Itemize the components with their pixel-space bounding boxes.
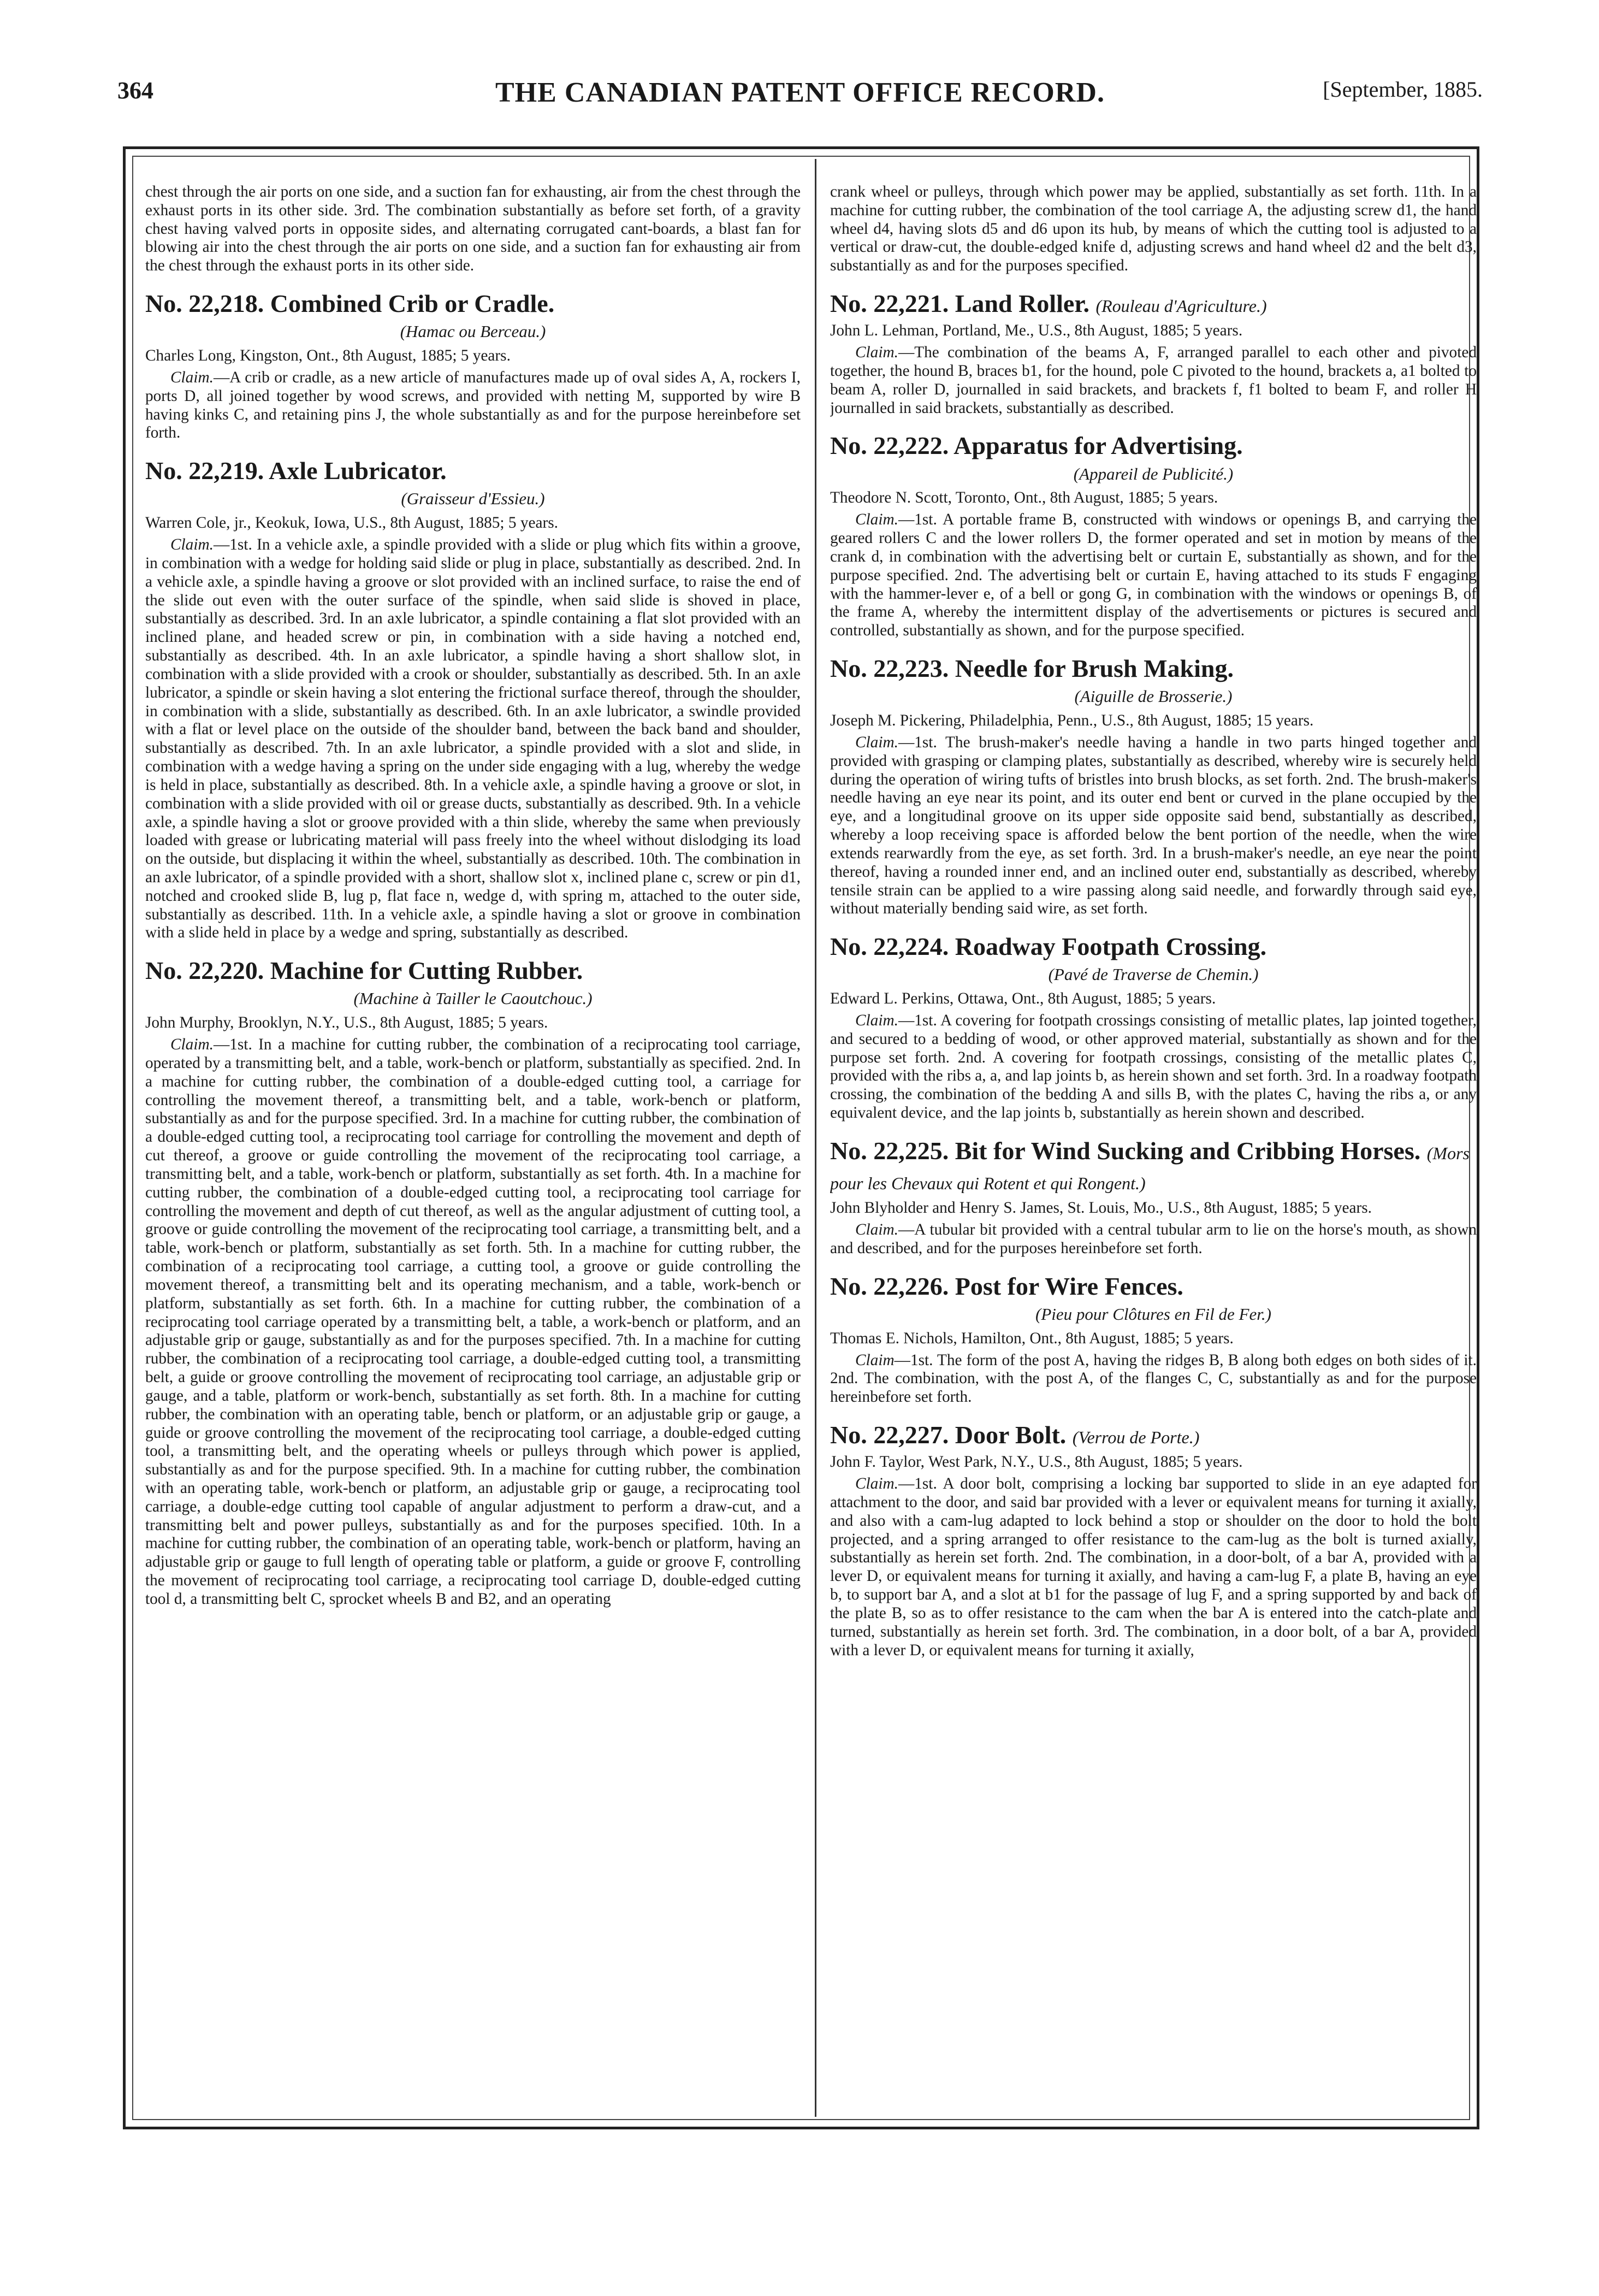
patent-entry bbox=[145, 955, 801, 1608]
inventor-line: Theodore N. Scott, Toronto, Ont., 8th August, 1885; 5 years. bbox=[830, 489, 1218, 507]
patent-title: No. 22,223. Needle for Brush Making. bbox=[830, 654, 1234, 683]
page-frame bbox=[123, 146, 1479, 2129]
claim-body: —1st. A covering for footpath crossings consisting of metallic plates, lap jointed together, and secured to a bedding of wood, or other approved material, substantially as shown and for the purpose set forth. 2nd. A covering for footpath crossings, consisting of the metallic plates C, provided with the ribs a, a, and lap joints b, as herein shown and set forth. 3rd. In a roadway footpath crossing, the combination of the bedding A and sills B, with the plates C, having the ribs a, or any equivalent device, and the lap joints b, substantially as herein shown and described. bbox=[830, 1011, 1477, 1122]
patent-title-text: No. 22,221. Land Roller. bbox=[830, 290, 1089, 318]
claim-text bbox=[830, 511, 1477, 640]
claim-text bbox=[145, 536, 801, 942]
french-title: (Appareil de Publicité.) bbox=[1073, 464, 1234, 483]
french-title: (Pavé de Traverse de Chemin.) bbox=[1048, 965, 1259, 984]
claim-text bbox=[830, 1012, 1477, 1123]
french-title: (Hamac ou Berceau.) bbox=[400, 322, 546, 341]
claim-label: Claim bbox=[855, 1351, 895, 1369]
french-title: (Graisseur d'Essieu.) bbox=[401, 489, 545, 509]
patent-title bbox=[830, 1136, 1477, 1196]
right-column bbox=[830, 183, 1477, 2108]
journal-title: THE CANADIAN PATENT OFFICE RECORD. bbox=[495, 77, 1105, 108]
claim-label: Claim. bbox=[855, 511, 898, 529]
claim-body: —1st. In a vehicle axle, a spindle provided with a slide or plug which fits within a groove, in combination with a wedge for holding said slide or plug in place, substantially as described. 2nd. In a vehicle axle, a spindle having a groove or slot provided with an inclined surface, to raise the end of the slide out even with the outer surface of the spindle, when said slide is shoved in place, substantially as described. 3rd. In an axle lubricator, a spindle containing a flat slot provided with an inclined plane, and headed screw or pin, in combination with a side having a notched end, substantially as described. 4th. In an axle lubricator, a spindle having a short shallow slot, in combination with a slide provided with a crook or shoulder, substantially as described. 5th. In an axle lubricator, a spindle or skein having a slot entering the frictional surface thereof, through the shoulder, in combination with a slide, substantially as described. 6th. In an axle lubricator, a swindle provided with a flat or level place on the outside of the shoulder band, between the back band and shoulder, substantially as described. 7th. In an axle lubricator, a spindle provided with a slot and slide, in combination with a wedge having a spring on the under side engaging with a lug, whereby the wedge is held in place, substantially as described. 8th. In a vehicle axle, a spindle having a groove or slot, in combination with a slide provided with oil or grease ducts, substantially as described. 9th. In a vehicle axle, a spindle having a slot or groove provided with a thin slide, whereby the same when previously loaded with grease or lubricating material will pass freely into the wheel without dislodging its load on the outside, but displacing it within the wheel, substantially as described. 10th. The combination in an axle lubricator, of a spindle provided with a short, shallow slot x, inclined plane c, screw or pin d1, notched and crooked slide B, lug p, flat face n, wedge d, with spring m, attached to the outer side, substantially as described. 11th. In a vehicle axle, a spindle having a slot or groove in combination with a slide held in place by a wedge and spring, substantially as described. bbox=[145, 536, 801, 942]
claim-body: —The combination of the beams A, F, arranged parallel to each other and pivoted together, the hound B, braces b1, for the hound, pole C pivoted to the hound, brackets a, a1 bolted to beam A, roller D, journalled in said brackets, and brackets f, f1 bolted to beam F, and roller H journalled in said brackets, substantially as described. bbox=[830, 344, 1477, 417]
claim-body: —1st. In a machine for cutting rubber, the combination of a reciprocating tool carriage, operated by a transmitting belt, and a table, work-bench or platform, substantially as specified. 2nd. In a machine for cutting rubber, the combination of a double-edged cutting tool, a carriage for controlling the movement thereof, a transmitting belt, and a table, work-bench or platform, substantially as and for the purpose specified. 3rd. In a machine for cutting rubber, the combination of a double-edged cutting tool, a reciprocating tool carriage for controlling the movement and depth of cut thereof, a groove or guide controlling the movement of the reciprocating tool carriage, a transmitting belt, and a table, work-bench or platform, substantially as set forth. 4th. In a machine for cutting rubber, the combination of a double-edged cutting tool, a reciprocating tool carriage for controlling the movement and depth of cut thereof, as well as the angular adjustment of cutting tool, a groove or guide controlling the movement of the reciprocating tool carriage, a transmitting belt, and a table, work-bench or platform, substantially as set forth. 5th. In a machine for cutting rubber, the combination of a reciprocating tool carriage, a cutting tool, a groove or guide controlling the movement thereof, a transmitting belt and its operating mechanism, and a table, work-bench or platform, substantially as set forth. 6th. In a machine for cutting rubber, the combination of a reciprocating tool carriage operated by a transmitting belt, a table, a work-bench or platform, and an adjustable grip or gauge, substantially as and for the purposes specified. 7th. In a machine for cutting rubber, the combination of a reciprocating tool carriage, a double-edged cutting tool, a transmitting belt, a guide or groove controlling the movement of reciprocating tool carriage, an adjustable grip or gauge, and a table, platform or work-bench, substantially as set forth. 8th. In a machine for cutting rubber, the combination with an operating table, bench or platform, or an adjustable grip or gauge, a guide or groove controlling the movement of the reciprocating tool carriage, a double-edged cutting tool, a transmitting belt, and the operating wheels or pulleys through which power is applied, substantially as and for the purpose specified. 9th. In a machine for cutting rubber, the combination with an operating table, work-bench or platform, an adjustable grip or gauge, a reciprocating tool carriage, a double-edge cutting tool capable of angular adjustment to perform a draw-cut, and a transmitting belt and power pulleys, substantially as and for the purposes specified. 10th. In a machine for cutting rubber, the combination of an operating table, work-bench or platform, having an adjustable grip or gauge to full length of operating table or platform, a guide or groove F, controlling the movement of reciprocating tool carriage, a reciprocating tool carriage D, double-edged cutting tool d, a transmitting belt C, sprocket wheels B and B2, and an operating bbox=[145, 1036, 801, 1608]
patent-entry bbox=[830, 288, 1477, 417]
inventor-line: John F. Taylor, West Park, N.Y., U.S., 8th August, 1885; 5 years. bbox=[830, 1453, 1243, 1471]
patent-title: No. 22,224. Roadway Footpath Crossing. bbox=[830, 932, 1267, 961]
french-title: (Rouleau d'Agriculture.) bbox=[1095, 296, 1267, 316]
claim-body: —1st. A portable frame B, constructed with windows or openings B, and carrying the geared rollers C and the lower rollers D, the former operated and set in motion by means of the crank d, in combination with the advertising belt or curtain E, substantially as shown, and for the purpose specified. 2nd. The advertising belt or curtain E, having attached to its studs F engaging with the hammer-lever e, of a bell or gong G, in combination with the windows or openings B, of the frame A, whereby the intermittent display of the advertisements or pictures is secured and controlled, substantially as shown, and for the purpose specified. bbox=[830, 511, 1477, 640]
left-column bbox=[145, 183, 801, 2108]
claim-body: —1st. The brush-maker's needle having a handle in two parts hinged together and provided with grasping or clamping plates, substantially as described, whereby wire is securely held during the operation of wiring tufts of bristles into brush blocks, as set forth. 2nd. The brush-maker's needle having an eye near its point, and its outer end bent or curved in the plane occupied by the eye, and a longitudinal groove on its upper side opposite said bend, substantially as described, whereby a loop receiving space is afforded below the bent portion of the needle, when the wire extends rearwardly from the eye, as set forth. 3rd. In a brush-maker's needle, an eye near the point thereof, having a rounded inner end, and an inclined outer end, substantially as described, whereby tensile strain can be applied to a wire passing along said needle, and forwardly through said eye, without materially bending said wire, as set forth. bbox=[830, 733, 1477, 918]
patent-title: No. 22,219. Axle Lubricator. bbox=[145, 457, 447, 485]
inventor-line: John Murphy, Brooklyn, N.Y., U.S., 8th August, 1885; 5 years. bbox=[145, 1014, 548, 1032]
claim-label: Claim. bbox=[170, 1036, 214, 1054]
patent-title bbox=[830, 288, 1477, 318]
patent-entry bbox=[830, 1136, 1477, 1258]
french-title: (Mors pour les Chevaux qui Rotent et qui Rongent.) bbox=[830, 1143, 1470, 1194]
patent-title: No. 22,222. Apparatus for Advertising. bbox=[830, 432, 1243, 460]
inventor-line: Warren Cole, jr., Keokuk, Iowa, U.S., 8th August, 1885; 5 years. bbox=[145, 514, 558, 532]
page-number: 364 bbox=[117, 77, 153, 104]
inventor-line: John Blyholder and Henry S. James, St. Louis, Mo., U.S., 8th August, 1885; 5 years. bbox=[830, 1199, 1372, 1217]
french-title: (Verrou de Porte.) bbox=[1072, 1427, 1200, 1448]
patent-entry bbox=[830, 1420, 1477, 1660]
claim-body: —1st. The form of the post A, having the ridges B, B along both edges on both sides of it. 2nd. The combination, with the post A, of the flanges C, C, substantially as and for the purpose hereinbefore set forth. bbox=[830, 1351, 1477, 1406]
patent-entry bbox=[830, 1271, 1477, 1407]
inventor-line: Joseph M. Pickering, Philadelphia, Penn., U.S., 8th August, 1885; 15 years. bbox=[830, 712, 1314, 730]
claim-label: Claim. bbox=[855, 344, 898, 362]
frame-inner-border bbox=[132, 156, 1477, 2120]
french-title: (Pieu pour Clôtures en Fil de Fer.) bbox=[1035, 1305, 1271, 1324]
continuation-text: chest through the air ports on one side, and a suction fan for exhausting, air from the chest through the exhaust ports in its other side. 3rd. The combination substantially as before set forth, of a gravity chest having valved ports in opposite sides, and alternating corrugated cant-boards, a blast fan for blowing air into the chest through the air ports on one side, and a suction fan for exhausting air from the chest through the exhaust ports in its other side. bbox=[145, 183, 801, 275]
claim-text bbox=[830, 1351, 1477, 1407]
claim-label: Claim. bbox=[170, 536, 214, 554]
claim-label: Claim. bbox=[855, 733, 898, 751]
patent-title-text: No. 22,225. Bit for Wind Sucking and Cribbing Horses. bbox=[830, 1136, 1421, 1165]
patent-entry bbox=[830, 931, 1477, 1123]
french-title: (Machine à Tailler le Caoutchouc.) bbox=[353, 989, 593, 1008]
claim-body: —1st. A door bolt, comprising a locking bar supported to slide in an eye adapted for attachment to the door, and said bar provided with a lever or equivalent means for turning it axially, and also with a cam-lug adapted to lock behind a stop or shoulder on the door to hold the bolt projected, and a spring arranged to offer resistance to the cam-lug as the bolt is turned axially, substantially as herein set forth. 2nd. The combination, in a door-bolt, of a bar A, provided with a lever D, or equivalent means for turning it axially, and having a cam-lug F, a plate B, having an eye b, to support bar A, and a slot at b1 for the passage of lug F, and a spring supported by and back of the plate B, so as to offer resistance to the cam when the bar A is entered into the catch-plate and turned, substantially as herein set forth. 3rd. The combination, in a door bolt, of a bar A, provided with a lever D, or equivalent means for turning it axially, bbox=[830, 1475, 1477, 1659]
patent-entry bbox=[830, 653, 1477, 918]
patent-entry bbox=[145, 288, 801, 442]
continuation-text: crank wheel or pulleys, through which power may be applied, substantially as set forth. 11th. In a machine for cutting rubber, the combination of the tool carriage A, the adjusting screw d1, the hand wheel d4, having slots d5 and d6 upon its hub, by means of which the cutting tool is adjusted to a vertical or draw-cut, the double-edged knife d, adjusting screws and hand wheel d2 and the belt d3, substantially as and for the purposes specified. bbox=[830, 183, 1477, 275]
claim-label: Claim. bbox=[855, 1475, 898, 1493]
patent-title-text: No. 22,227. Door Bolt. bbox=[830, 1421, 1067, 1449]
patent-entry bbox=[145, 456, 801, 942]
claim-body: —A tubular bit provided with a central tubular arm to lie on the horse's mouth, as shown and described, and for the purposes hereinbefore set forth. bbox=[830, 1221, 1477, 1257]
claim-text bbox=[830, 734, 1477, 918]
patent-entry bbox=[830, 430, 1477, 640]
claim-text bbox=[145, 1036, 801, 1609]
claim-text bbox=[830, 344, 1477, 417]
patent-title: No. 22,218. Combined Crib or Cradle. bbox=[145, 290, 555, 318]
claim-label: Claim. bbox=[170, 368, 214, 386]
inventor-line: Charles Long, Kingston, Ont., 8th August, 1885; 5 years. bbox=[145, 347, 511, 365]
claim-label: Claim. bbox=[855, 1221, 898, 1239]
patent-title: No. 22,226. Post for Wire Fences. bbox=[830, 1272, 1183, 1300]
patent-title bbox=[830, 1420, 1477, 1450]
french-title: (Aiguille de Brosserie.) bbox=[1074, 687, 1233, 706]
claim-label: Claim. bbox=[855, 1011, 898, 1029]
inventor-line: John L. Lehman, Portland, Me., U.S., 8th August, 1885; 5 years. bbox=[830, 322, 1243, 340]
patent-title: No. 22,220. Machine for Cutting Rubber. bbox=[145, 957, 583, 985]
inventor-line: Edward L. Perkins, Ottawa, Ont., 8th August, 1885; 5 years. bbox=[830, 990, 1216, 1008]
column-divider bbox=[815, 159, 816, 2117]
claim-text bbox=[830, 1475, 1477, 1660]
inventor-line: Thomas E. Nichols, Hamilton, Ont., 8th August, 1885; 5 years. bbox=[830, 1329, 1234, 1347]
claim-body: —A crib or cradle, as a new article of manufactures made up of oval sides A, A, rockers I, ports D, all joined together by wood screws, and provided with netting M, supported by wire B having kinks C, and retaining pins J, the whole substantially as and for the purpose hereinbefore set forth. bbox=[145, 368, 801, 442]
page-header bbox=[117, 76, 1483, 120]
header-date: [September, 1885. bbox=[1323, 77, 1483, 102]
claim-text bbox=[145, 369, 801, 442]
claim-text bbox=[830, 1221, 1477, 1258]
